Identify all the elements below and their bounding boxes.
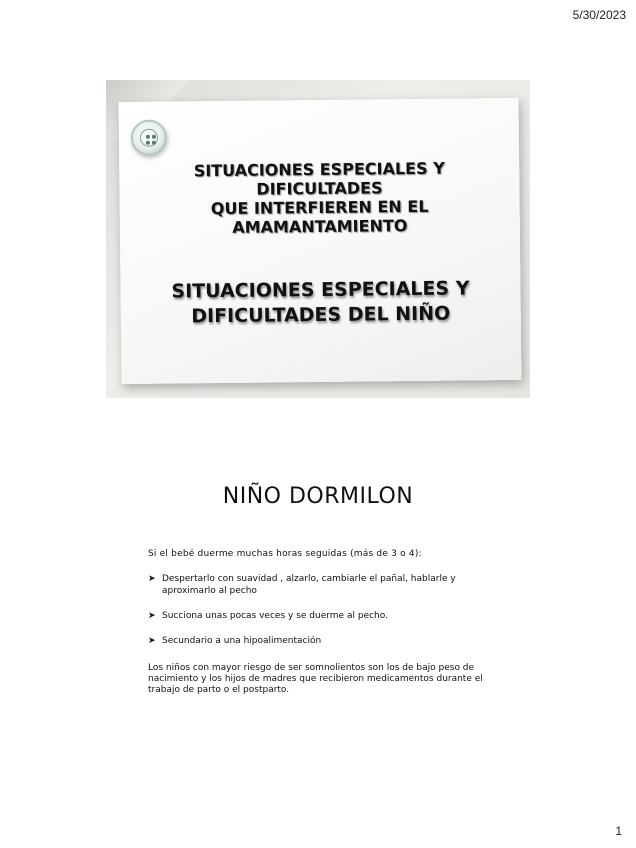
arrowhead-bullet-icon: ➤ [148, 574, 156, 584]
slide-1-paper [119, 98, 522, 384]
bullet-text: Succiona unas pocas veces y se duerme al pecho. [162, 611, 388, 621]
bullet-text: Secundario a una hipoalimentación [162, 636, 322, 646]
arrowhead-bullet-icon: ➤ [148, 611, 156, 621]
list-item [148, 610, 508, 622]
page-date: 5/30/2023 [572, 8, 626, 22]
slide-1-subtitle: SITUACIONES ESPECIALES Y DIFICULTADES DEL NIÑO [171, 277, 470, 328]
list-item [148, 635, 508, 647]
slide-2-intro: Si el bebé duerme muchas horas seguidas (más de 3 o 4): [148, 549, 422, 559]
bullet-list [148, 573, 508, 660]
slide-1 [106, 80, 530, 398]
slide-2 [106, 470, 530, 788]
button-icon [131, 120, 167, 156]
slide-1-title: SITUACIONES ESPECIALES Y DIFICULTADES QUE INTERFIEREN EN EL AMAMANTAMIENTO [193, 158, 445, 237]
slide-2-closing-paragraph: Los niños con mayor riesgo de ser somnolientos son los de bajo peso de nacimiento y los hijos de madres que recibieron medicamentos durante el trabajo de parto o el postparto. [148, 663, 483, 695]
list-item [148, 573, 508, 597]
slide-2-heading: NIÑO DORMILON [222, 484, 414, 509]
page-number: 1 [615, 824, 622, 838]
bullet-text: Despertarlo con suavidad , alzarlo, cambiarle el pañal, hablarle y aproximarlo al pecho [162, 574, 456, 596]
arrowhead-bullet-icon: ➤ [148, 636, 156, 646]
